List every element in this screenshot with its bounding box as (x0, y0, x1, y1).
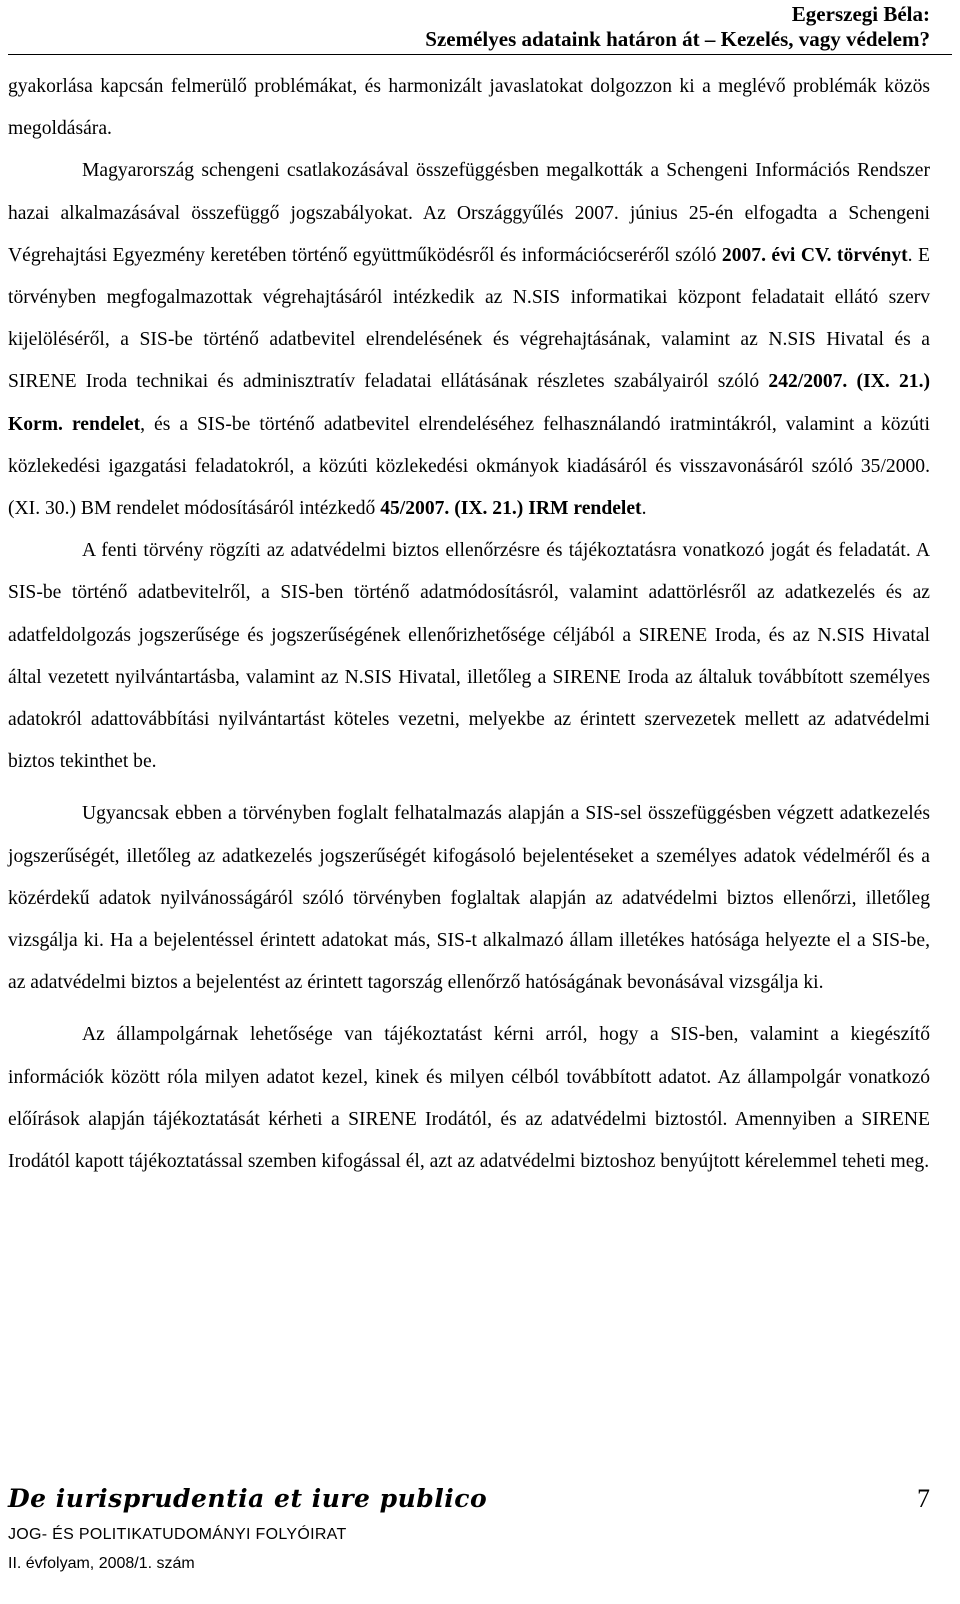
paragraph-2-segment: . (641, 498, 647, 520)
paragraph-4: Ugyancsak ebben a törvényben foglalt felhatalmazás alapján a SIS-sel összefüggésben végzett adatkezelés jogszerűségét, illetőleg az adatkezelés jogszerűségét kifogásoló bejelentéseket a személyes adatok védelméről és a közérdekű adatok nyilvánosságáról szóló törvényben foglaltak alapján az adatvédelmi biztos ellenőrzi, illetőleg vizsgálja ki. Ha a bejelentéssel érintett adatokat más, SIS-t alkalmazó állam illetékes hatósága helyezte el a SIS-be, az adatvédelmi biztos a bejelentést az érintett tagország ellenőrző hatóságának bevonásával vizsgálja ki. (8, 803, 930, 994)
running-header (425, 2, 930, 52)
header-divider (8, 54, 952, 55)
footer-volume: II. évfolyam, 2008/1. szám (8, 1555, 195, 1572)
header-author: Egerszegi Béla: (791, 2, 930, 26)
paragraph-2-segment: , és a SIS-be történő adatbevitel elrendeléséhez felhasználandó iratmintákról, valamint a közúti közlekedési igazgatási feladatokról, a közúti közlekedési okmányok kiadásáról és visszavonásáról szóló 35/2000. (XI. 30.) BM rendelet módosításáról intézkedő (8, 413, 930, 520)
paragraph-2 (8, 150, 930, 530)
paragraph-3: A fenti törvény rögzíti az adatvédelmi biztos ellenőrzésre és tájékoztatásra vonatkozó jogát és feladatát. A SIS-be történő adatbevitelről, a SIS-ben történő adatmódosításról, valamint adattörlésről az adatkezelés és az adatfeldolgozás jogszerűsége és jogszerűségének ellenőrizhetősége céljából a SIRENE Iroda, és az N.SIS Hivatal által vezetett nyilvántartásba, valamint az N.SIS Hivatal, illetőleg a SIRENE Iroda az általuk továbbított személyes adatokról adattovábbítási nyilvántartást köteles vezetni, melyekbe az érintett szervezetek mellett az adatvédelmi biztos tekinthet be. (8, 540, 930, 773)
header-title: Személyes adataink határon át – Kezelés, vagy védelem? (425, 27, 930, 51)
article-body (8, 66, 930, 1183)
law-reference-45-2007: 45/2007. (IX. 21.) IRM rendelet (380, 498, 642, 520)
footer-journal-title: De iurisprudentia et iure publico (8, 1484, 488, 1513)
footer-journal-subtitle: JOG- ÉS POLITIKATUDOMÁNYI FOLYÓIRAT (8, 1526, 347, 1543)
paragraph-2-segment: Magyarország schengeni csatlakozásával összefüggésben megalkották a Schengeni Információs Rendszer hazai alkalmazásával összefüggő jogszabályokat. Az Országgyűlés 2007. június 25-én elfogadta a Schengeni Végrehajtási Egyezmény keretében történő együttműködésről és információcseréről szóló (8, 160, 930, 266)
paragraph-1: gyakorlása kapcsán felmerülő problémákat, és harmonizált javaslatokat dolgozzon ki a meglévő problémák közös megoldására. (8, 76, 930, 140)
paragraph-5: Az állampolgárnak lehetősége van tájékoztatást kérni arról, hogy a SIS-ben, valamint a kiegészítő információk között róla milyen adatot kezel, kinek és milyen célból továbbított adatot. Az állampolgár vonatkozó előírások alapján tájékoztatását kérheti a SIRENE Irodától, és az adatvédelmi biztostól. Amennyiben a SIRENE Irodától kapott tájékoztatással szemben kifogással él, azt az adatvédelmi biztoshoz benyújtott kérelemmel teheti meg. (8, 1024, 930, 1173)
paragraph-2-segment: . E törvényben megfogalmazottak végrehajtásáról intézkedik az N.SIS informatikai központ feladatait ellátó szerv kijelöléséről, a SIS-be történő adatbevitel elrendelésének és végrehajtásának, valamint az N.SIS Hivatal és a SIRENE Iroda technikai és adminisztratív feladatai ellátásának részletes szabályairól szóló (8, 244, 930, 393)
page-number: 7 (917, 1484, 930, 1513)
law-reference-242-2007: 242/2007. (IX. 21.) Korm. rendelet (8, 371, 930, 435)
law-reference-2007-cv: 2007. évi CV. törvényt (721, 244, 908, 266)
